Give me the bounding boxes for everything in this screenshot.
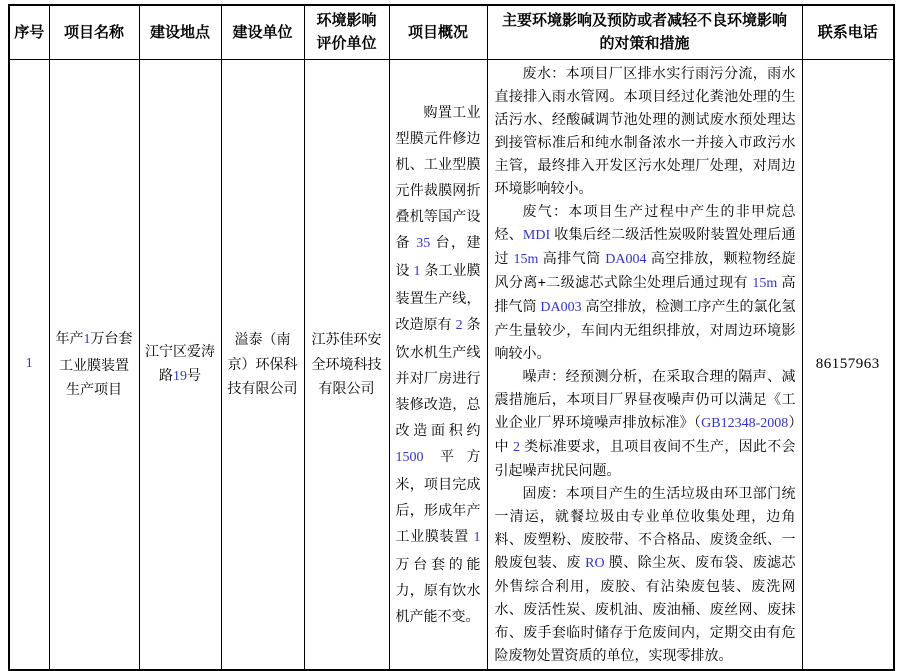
header-eia-unit: [304, 5, 389, 59]
table-row: [9, 59, 894, 670]
measures-paragraph-exhaust-gas: 废气：本项目生产过程中产生的非甲烷总烃、MDI 收集后经二级活性炭吸附装置处理后通过 15m 高排气筒 DA004 高空排放，颗粒物经旋风分离+二级滤芯式除尘处理后通过现有 15m 高排气筒 DA003 高空排放，检测工序产生的氯化氢产生量较少，车间内无组织排放，对周边环境影响较小。: [494, 202, 796, 361]
header-location: 建设地点: [139, 5, 221, 59]
header-project-name: 项目名称: [49, 5, 139, 59]
header-overview: 项目概况: [389, 5, 487, 59]
measures-paragraph-wastewater: 废水：本项目厂区排水实行雨污分流，雨水直接排入雨水管网。本项目经过化粪池处理的生活污水、经酸碱调节池处理的测试废水预处理达到接管标准后和纯水制备浓水一并接入市政污水主管，最终排入开发区污水处理厂处理，对周边环境影响较小。: [494, 64, 796, 196]
header-measures-label: 主要环境影响及预防或者减轻不良环境影响的对策和措施: [501, 12, 787, 53]
cell-project-name: 年产1万台套工业膜装置生产项目: [49, 59, 139, 670]
cell-measures: [487, 59, 802, 670]
header-measures: [487, 5, 802, 59]
overview-paragraph: 购置工业型膜元件修边机、工业型膜元件裁膜网折叠机等国产设备 35 台，建设 1 条工业膜装置生产线，改造原有 2 条饮水机生产线并对厂房进行装修改造，总改造面积约 1500 平方米，项目完成后，形成年产工业膜装置 1 万台套的能力，原有饮水机产能不变。: [395, 104, 481, 624]
cell-location: 江宁区爱涛路19号: [139, 59, 221, 670]
measures-paragraph-solid-waste: 固废：本项目产生的生活垃圾由环卫部门统一清运，就餐垃圾由专业单位收集处理，边角料、废塑粉、废胶带、不合格品、废烫金纸、一般废包装、废 RO 膜、除尘灰、废布袋、废滤芯外售综合利用，废胶、有沾染废包装、废洗网水、废活性炭、废机油、废油桶、废丝网、废抹布、废手套临时储存于危废间内，定期交由有危险废物处置资质的单位，实现零排放。: [494, 484, 796, 663]
header-phone: 联系电话: [802, 5, 894, 59]
cell-phone: 86157963: [802, 59, 894, 670]
eia-public-notice-table: [8, 4, 895, 671]
header-builder: 建设单位: [221, 5, 304, 59]
header-seq: 序号: [9, 5, 49, 59]
header-eia-unit-label: 环境影响评价单位: [316, 12, 377, 53]
cell-eia-unit: 江苏佳环安全环境科技有限公司: [304, 59, 389, 670]
cell-seq: 1: [9, 59, 49, 670]
cell-overview: [389, 59, 487, 670]
measures-paragraph-noise: 噪声：经预测分析，在采取合理的隔声、减震措施后，本项目厂界昼夜噪声仍可以满足《工业企业厂界环境噪声排放标准》（GB12348-2008）中 2 类标准要求，且项目夜间不生产，因此不会引起噪声扰民问题。: [494, 367, 796, 478]
header-row: [9, 5, 894, 59]
cell-builder: 溢泰（南京）环保科技有限公司: [221, 59, 304, 670]
